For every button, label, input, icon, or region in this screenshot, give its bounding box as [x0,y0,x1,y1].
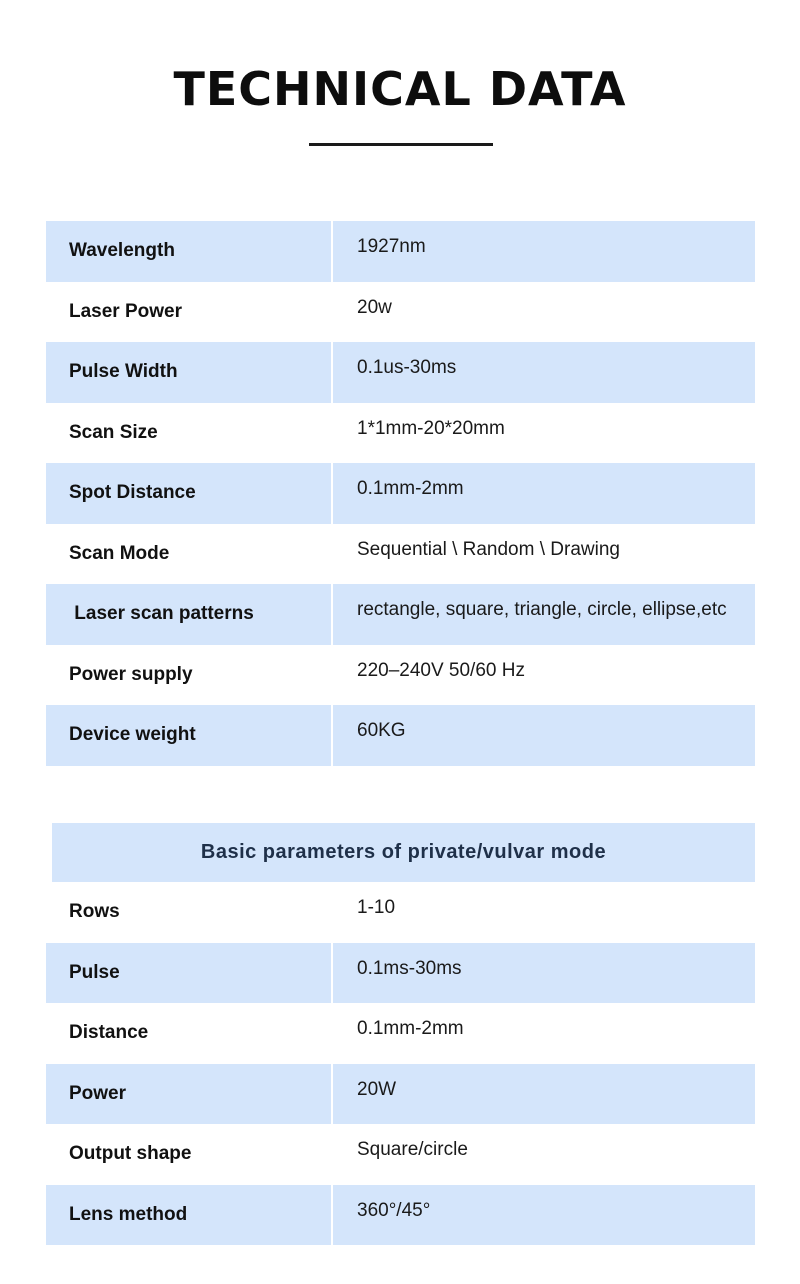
technical-data-table [46,221,755,766]
table-row [46,463,755,524]
row-label: Rows [69,901,120,923]
table-row [46,221,755,282]
mode-parameters-table [46,823,755,1245]
row-label: Power [46,1064,333,1125]
row-label: Spot Distance [46,463,333,524]
table-row [46,403,755,464]
row-value: Sequential \ Random \ Drawing [357,538,620,560]
row-value: 20w [357,296,392,318]
row-value: 0.1ms-30ms [357,957,462,979]
row-value: 1*1mm-20*20mm [357,417,505,439]
row-label: Device weight [46,705,333,766]
row-value: 220–240V 50/60 Hz [357,659,525,681]
row-label: Distance [69,1022,149,1044]
row-value: Square/circle [357,1139,468,1161]
row-label: Laser Power [69,300,182,322]
row-label: Output shape [69,1143,192,1165]
row-label: Laser scan patterns [46,584,333,645]
row-label: Power supply [69,663,193,685]
row-label: Wavelength [46,221,333,282]
table-row [46,282,755,343]
table-row [46,342,755,403]
table-row [46,524,755,585]
row-value: rectangle, square, triangle, circle, ellipse,etc [357,599,727,621]
row-value: 60KG [357,720,406,742]
table-row [46,1124,755,1185]
table-row [46,1064,755,1125]
row-value: 0.1mm-2mm [357,1018,464,1040]
row-label: Lens method [46,1185,333,1246]
table-row [46,882,755,943]
table-row [46,1003,755,1064]
row-label: Pulse Width [46,342,333,403]
row-value: 1-10 [357,897,396,919]
row-label: Scan Mode [69,542,170,564]
mode-table-header: Basic parameters of private/vulvar mode [52,823,755,882]
page-title: TECHNICAL DATA [173,62,627,116]
row-value: 1927nm [357,236,426,258]
title-underline [309,143,493,146]
row-value: 20W [357,1078,397,1100]
row-value: 360°/45° [357,1199,431,1221]
row-label: Pulse [46,943,333,1004]
table-row [46,1185,755,1246]
row-value: 0.1mm-2mm [357,478,464,500]
row-label: Scan Size [69,421,158,443]
table-row [46,705,755,766]
table-row [46,645,755,706]
row-value: 0.1us-30ms [357,357,457,379]
table-row [46,943,755,1004]
table-row [46,584,755,645]
